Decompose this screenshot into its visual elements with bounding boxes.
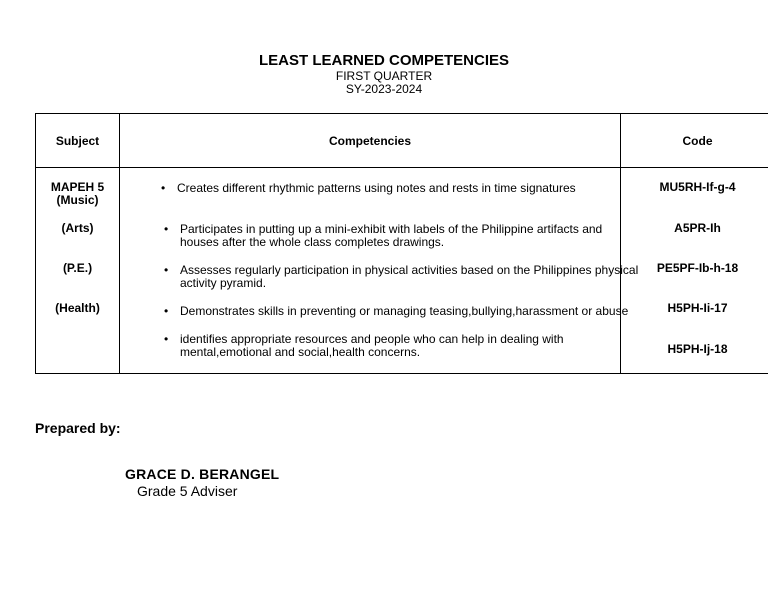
competency-code: H5PH-Ii-17: [667, 301, 728, 315]
subject-arts: (Arts): [61, 221, 94, 235]
competency-item: [164, 304, 660, 318]
subject-music: (Music): [56, 193, 99, 207]
bullet-icon: •: [161, 181, 166, 195]
subject-header: Subject: [36, 114, 120, 168]
subject-cell: [36, 168, 120, 374]
competency-code: PE5PF-Ib-h-18: [656, 261, 739, 275]
competency-item: [161, 181, 637, 195]
table-header-row: [36, 114, 768, 168]
code-header: Code: [621, 114, 768, 168]
competency-text: Participates in putting up a mini-exhibit with labels of the Philippine artifacts and houses after the whole class completes drawings.: [180, 222, 603, 249]
document-title: LEAST LEARNED COMPETENCIES: [258, 52, 510, 69]
bullet-icon: •: [164, 263, 169, 277]
competency-code: H5PH-Ij-18: [667, 342, 728, 356]
bullet-icon: •: [164, 332, 169, 346]
competency-item: [164, 332, 640, 359]
competency-text: Assesses regularly participation in physical activities based on the Philippines physical activity pyramid.: [180, 263, 639, 290]
competency-code: MU5RH-If-g-4: [659, 180, 736, 194]
subject-pe: (P.E.): [62, 261, 93, 275]
bullet-icon: •: [164, 222, 169, 236]
bullet-icon: •: [164, 304, 169, 318]
competency-code: A5PR-Ih: [674, 221, 721, 235]
table-row: [36, 168, 768, 374]
school-year-label: SY-2023-2024: [345, 82, 423, 96]
prepared-by-label: Prepared by:: [35, 420, 121, 436]
competency-item: [164, 263, 640, 290]
quarter-label: FIRST QUARTER: [335, 69, 433, 83]
competency-text: identifies appropriate resources and people who can help in dealing with mental,emotional and social,health concerns.: [180, 332, 564, 359]
subject-mapeh: MAPEH 5: [50, 180, 105, 194]
competency-text: Creates different rhythmic patterns using notes and rests in time signatures: [177, 181, 576, 195]
document-header: [0, 52, 768, 96]
competencies-table: [35, 113, 768, 374]
subject-health: (Health): [55, 301, 100, 315]
signatory-name: GRACE D. BERANGEL: [125, 466, 280, 482]
competencies-cell: [120, 168, 639, 374]
competency-text: Demonstrates skills in preventing or managing teasing,bullying,harassment or abuse: [180, 304, 629, 318]
competencies-header: Competencies: [120, 114, 621, 168]
competency-item: [164, 222, 640, 249]
signatory-role: Grade 5 Adviser: [137, 483, 238, 499]
code-cell: [621, 168, 768, 374]
